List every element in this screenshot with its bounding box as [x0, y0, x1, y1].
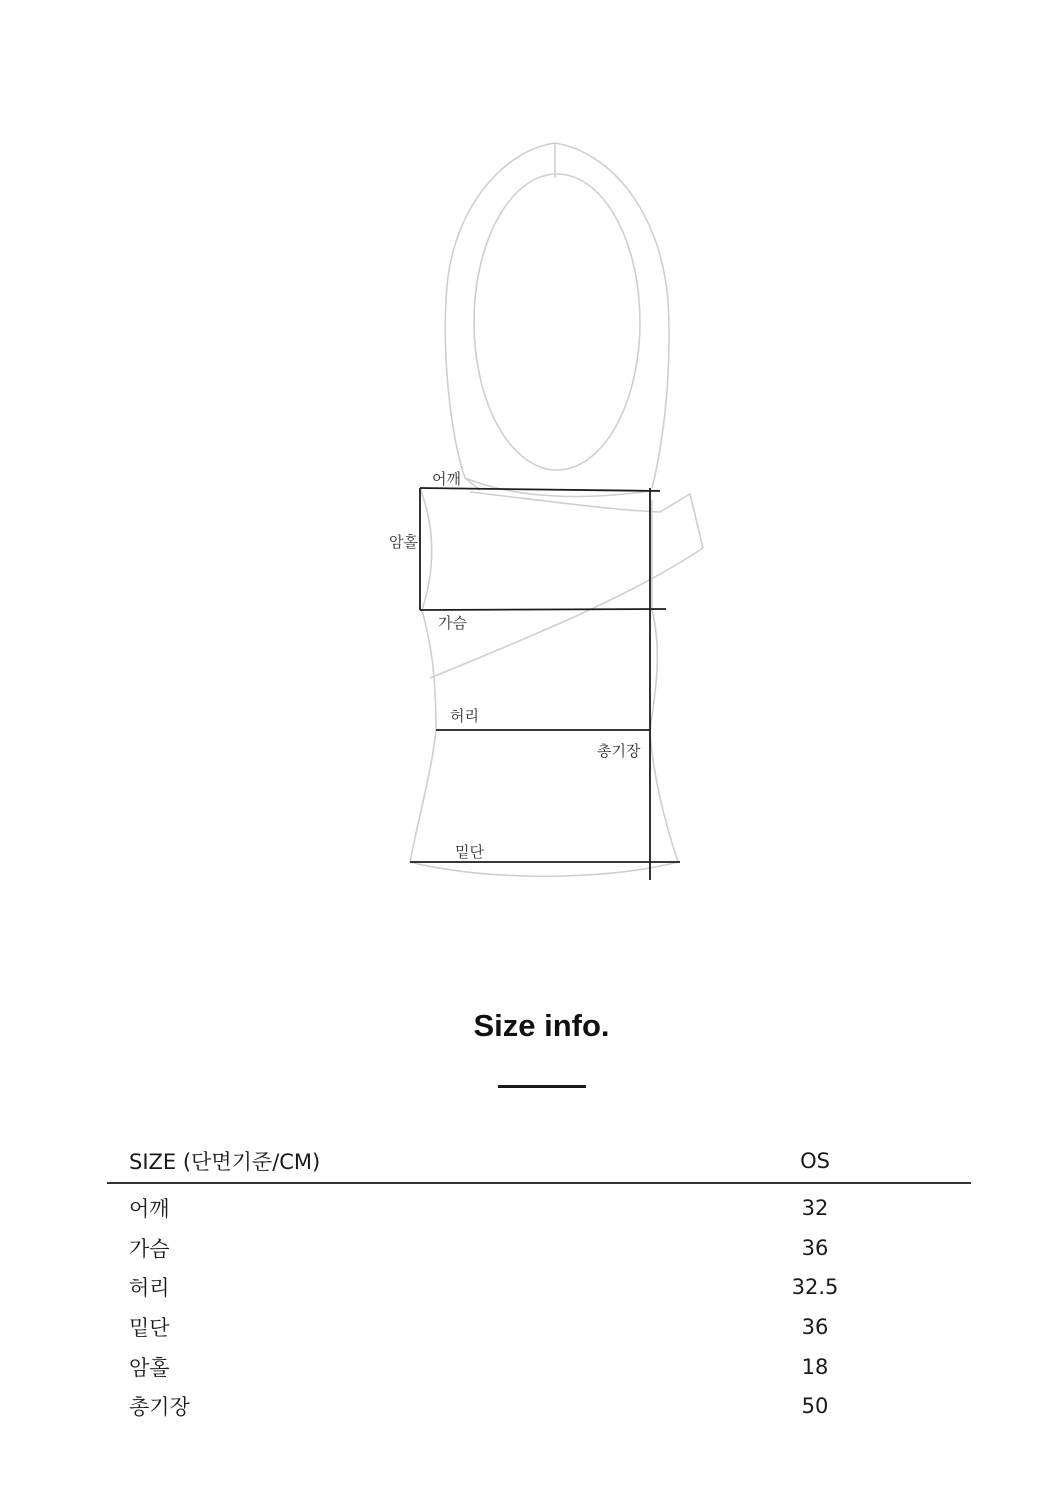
table-row: [107, 1307, 971, 1347]
row-value: 50: [801, 1394, 829, 1419]
size-column-header: SIZE (단면기준/CM): [107, 1140, 559, 1183]
row-value: 18: [801, 1354, 829, 1379]
shoulder-measure-line: [420, 488, 660, 491]
size-info-title: Size info.: [473, 1008, 610, 1043]
shoulder-label: 어깨: [432, 470, 461, 488]
os-column-header: OS: [559, 1140, 971, 1183]
table-header-row: [107, 1140, 971, 1183]
table-row: [107, 1228, 971, 1268]
row-label: 암홀: [129, 1355, 170, 1380]
chest-label: 가슴: [438, 614, 467, 632]
table-row: [107, 1267, 971, 1307]
row-label: 허리: [129, 1276, 170, 1301]
table-row: [107, 1183, 971, 1228]
table-row: [107, 1347, 971, 1387]
chest-measure-line: [420, 609, 666, 610]
hem-label: 밑단: [455, 843, 484, 861]
row-label: 가슴: [129, 1236, 170, 1261]
collar-fold: [465, 478, 658, 496]
row-label: 밑단: [129, 1315, 170, 1340]
table-row: [107, 1386, 971, 1426]
hood-outline: [445, 143, 669, 490]
body-right-side: [650, 500, 678, 862]
hood-face-opening: [474, 174, 640, 470]
row-value: 36: [801, 1235, 829, 1260]
armhole-label: 암홀: [389, 533, 418, 551]
size-table: [107, 1140, 971, 1426]
row-value: 36: [801, 1314, 829, 1339]
waist-label: 허리: [450, 707, 479, 725]
row-label: 총기장: [129, 1395, 190, 1420]
row-value: 32.5: [791, 1275, 839, 1300]
row-value: 32: [801, 1195, 829, 1220]
total-length-label: 총기장: [597, 742, 641, 760]
row-label: 어깨: [129, 1196, 170, 1221]
wrap-strap: [430, 492, 703, 678]
hem-curve: [410, 862, 678, 876]
title-underline: [498, 1085, 586, 1088]
